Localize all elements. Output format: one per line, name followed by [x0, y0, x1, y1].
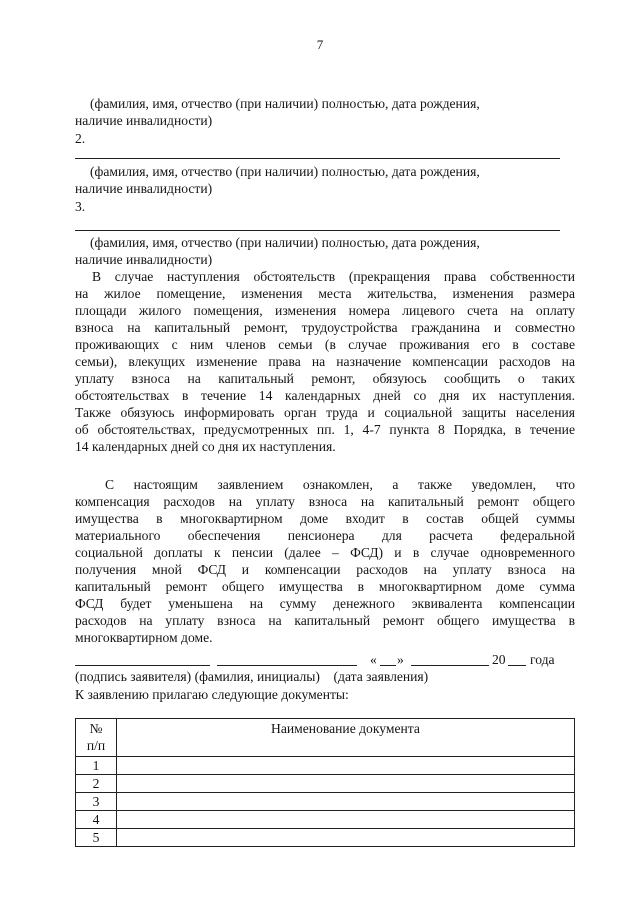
person-number-2: 2.	[75, 131, 86, 146]
person-number-3: 3.	[75, 199, 86, 214]
date-quote-open: «	[370, 652, 377, 667]
date-year-suffix: года	[530, 652, 555, 667]
row-number: 4	[76, 811, 117, 829]
obligation-line: проживающих с ним членов семьи (в случае проживания его в составе	[75, 337, 575, 352]
date-year-prefix: 20	[492, 652, 506, 667]
attachments-intro: К заявлению прилагаю следующие документы:	[75, 687, 349, 702]
person-caption-1b: наличие инвалидности)	[75, 113, 213, 128]
table-row	[76, 775, 575, 793]
obligation-line: Также обязуюсь информировать орган труда и социальной защиты населения	[75, 405, 575, 420]
obligation-line: семьи), влекущих изменение права на назначение компенсации расходов на	[75, 354, 575, 369]
obligation-line: взноса на капитальный ремонт, трудоустройства гражданина и совместно	[75, 320, 575, 335]
table-row	[76, 793, 575, 811]
signature-captions: (подпись заявителя) (фамилия, инициалы) (дата заявления)	[75, 669, 429, 684]
acknowledgement-line: материального обеспечения пенсионера для расчета федеральной	[75, 528, 575, 543]
acknowledgement-line: получения мной ФСД и компенсации расходов на уплату взноса на	[75, 562, 575, 577]
date-day-blank[interactable]	[380, 652, 396, 666]
person-2-line	[75, 158, 560, 159]
document-name-cell[interactable]	[117, 775, 575, 793]
person-caption-3b: наличие инвалидности)	[75, 252, 213, 267]
acknowledgement-line: С настоящим заявлением ознакомлен, а также уведомлен, что	[105, 477, 575, 492]
document-name-cell[interactable]	[117, 757, 575, 775]
col-number-abbrev: п/п	[86, 738, 106, 753]
person-3-line	[75, 230, 560, 231]
acknowledgement-line: социальной доплаты к пенсии (далее – ФСД) и в случае одновременного	[75, 545, 575, 560]
row-number: 2	[76, 775, 117, 793]
person-caption-1a: (фамилия, имя, отчество (при наличии) полностью, дата рождения,	[90, 96, 480, 111]
table-row	[76, 829, 575, 847]
person-caption-2b: наличие инвалидности)	[75, 181, 213, 196]
table-header-row	[76, 719, 575, 757]
acknowledgement-paragraph	[75, 476, 575, 646]
col-number-symbol: №	[89, 721, 103, 736]
acknowledgement-line: ФСД будет уменьшена на сумму денежного эквивалента компенсации	[75, 596, 575, 611]
document-name-cell[interactable]	[117, 829, 575, 847]
acknowledgement-line: многоквартирном доме.	[75, 630, 213, 645]
obligation-line: на жилое помещение, изменения места жительства, изменения размера	[75, 286, 575, 301]
attachments-table	[75, 718, 575, 847]
acknowledgement-line: капитальный ремонт общего имущества в многоквартирном доме сумма	[75, 579, 575, 594]
row-number: 5	[76, 829, 117, 847]
row-number: 1	[76, 757, 117, 775]
obligation-line: обстоятельствах в течение 14 календарных дней со дня их наступления.	[75, 388, 575, 403]
obligation-line: В случае наступления обстоятельств (прекращения права собственности	[92, 269, 575, 284]
signature-blank[interactable]	[75, 652, 210, 666]
obligation-line: площади жилого помещения, изменения номера лицевого счета на оплату	[75, 303, 575, 318]
name-initials-blank[interactable]	[217, 652, 357, 666]
person-caption-3a: (фамилия, имя, отчество (при наличии) полностью, дата рождения,	[90, 235, 480, 250]
date-quote-close: »	[397, 652, 404, 667]
obligation-line: об обстоятельствах, предусмотренных пп. 1, 4-7 пункта 8 Порядка, в течение	[75, 422, 575, 437]
acknowledgement-line: компенсация расходов на уплату взноса на капитальный ремонт общего	[75, 494, 575, 509]
col-name-header: Наименование документа	[117, 719, 575, 757]
page-number: 7	[316, 37, 324, 52]
obligation-line: уплату взноса на капитальный ремонт, обязуюсь сообщить о таких	[75, 371, 575, 386]
table-row	[76, 811, 575, 829]
acknowledgement-line: расходов на уплату взноса на капитальный ремонт общего имущества в	[75, 613, 575, 628]
document-name-cell[interactable]	[117, 811, 575, 829]
obligation-paragraph	[75, 268, 575, 455]
date-year-blank[interactable]	[508, 652, 526, 666]
obligation-line: 14 календарных дней со дня их наступления.	[75, 439, 336, 454]
table-row	[76, 757, 575, 775]
date-month-blank[interactable]	[411, 652, 489, 666]
document-name-cell[interactable]	[117, 793, 575, 811]
row-number: 3	[76, 793, 117, 811]
person-caption-2a: (фамилия, имя, отчество (при наличии) полностью, дата рождения,	[90, 164, 480, 179]
acknowledgement-line: имущества в многоквартирном доме входит в состав общей суммы	[75, 511, 575, 526]
col-number-header	[76, 719, 117, 757]
